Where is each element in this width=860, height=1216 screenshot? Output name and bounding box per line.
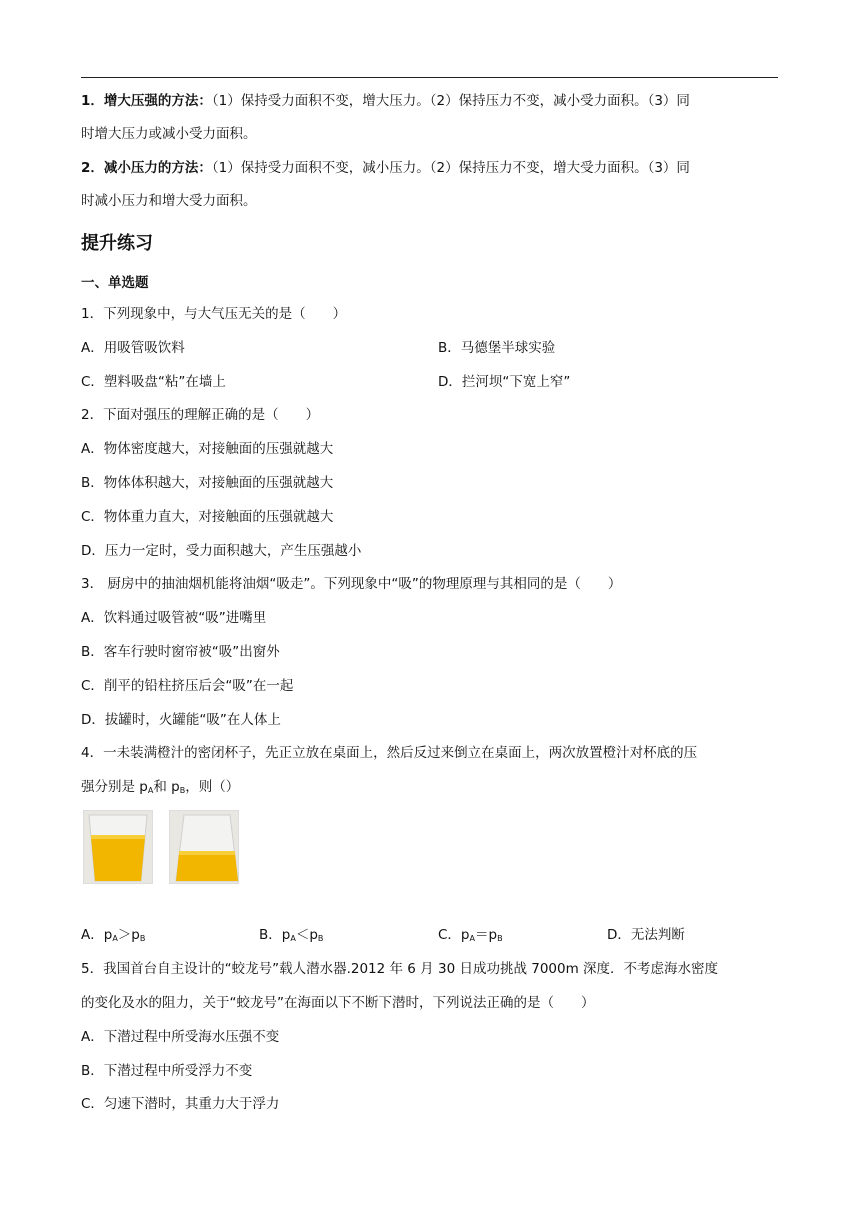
q5-stem-line2: 的变化及水的阻力，关于“蛟龙号”在海面以下不断下潜时，下列说法正确的是（ ） bbox=[81, 995, 595, 1011]
cup-upright-image bbox=[83, 810, 153, 884]
section-title: 提升练习 bbox=[81, 233, 153, 254]
q1-option-c: C．塑料吸盘“粘”在墙上 bbox=[81, 374, 226, 390]
q4-stem-line2: 强分别是 $p_A$和 $p_B$，则（） bbox=[81, 779, 240, 795]
q5-option-a: A．下潜过程中所受海水压强不变 bbox=[81, 1029, 280, 1045]
q4-option-a: A．$p_A>p_B$ bbox=[81, 927, 146, 943]
q2-option-d: D．压力一定时，受力面积越大，产生压强越小 bbox=[81, 543, 362, 559]
q4-option-d: D．无法判断 bbox=[607, 927, 685, 943]
q5-option-b: B．下潜过程中所受浮力不变 bbox=[81, 1063, 253, 1079]
q1-option-b: B．马德堡半球实验 bbox=[438, 340, 556, 356]
q3-option-b: B．客车行驶时窗帘被“吸”出窗外 bbox=[81, 644, 280, 660]
method-2-line1: 2．减小压力的方法：（1）保持受力面积不变，减小压力。（2）保持压力不变，增大受力面积。（3）同 bbox=[81, 160, 690, 176]
top-rule bbox=[81, 77, 778, 78]
q2-stem: 2．下面对强压的理解正确的是（ ） bbox=[81, 407, 320, 423]
q5-stem-line1: 5．我国首台自主设计的“蛟龙号”载人潜水器.2012 年 6 月 30 日成功挑战 7000m 深度．不考虑海水密度 bbox=[81, 961, 719, 977]
q5-option-c: C．匀速下潜时，其重力大于浮力 bbox=[81, 1096, 280, 1112]
q2-option-c: C．物体重力直大，对接触面的压强就越大 bbox=[81, 509, 334, 525]
q4-stem-line1: 4．一未装满橙汁的密闭杯子，先正立放在桌面上，然后反过来倒立在桌面上，两次放置橙汁对杯底的压 bbox=[81, 745, 698, 761]
q3-option-d: D．拔罐时，火罐能“吸”在人体上 bbox=[81, 712, 281, 728]
method-2-line2: 时减小压力和增大受力面积。 bbox=[81, 193, 257, 209]
q2-option-a: A．物体密度越大，对接触面的压强就越大 bbox=[81, 441, 334, 457]
q4-option-b: B．$p_A<p_B$ bbox=[259, 927, 324, 943]
q2-option-b: B．物体体积越大，对接触面的压强就越大 bbox=[81, 475, 334, 491]
subsection-title: 一、单选题 bbox=[81, 275, 149, 291]
q3-option-c: C．削平的铅柱挤压后会“吸”在一起 bbox=[81, 678, 294, 694]
q4-option-c: C．$p_A=p_B$ bbox=[438, 927, 503, 943]
q3-option-a: A．饮料通过吸管被“吸”进嘴里 bbox=[81, 610, 267, 626]
q1-option-d: D．拦河坝“下宽上窄” bbox=[438, 374, 571, 390]
method-1-line1: 1．增大压强的方法：（1）保持受力面积不变，增大压力。（2）保持压力不变，减小受力面积。（3）同 bbox=[81, 93, 690, 109]
q1-option-a: A．用吸管吸饮料 bbox=[81, 340, 185, 356]
q1-stem: 1．下列现象中，与大气压无关的是（ ） bbox=[81, 306, 347, 322]
q3-stem: 3． 厨房中的抽油烟机能将油烟“吸走”。下列现象中“吸”的物理原理与其相同的是（ ） bbox=[81, 576, 622, 592]
method-1-line2: 时增大压力或减小受力面积。 bbox=[81, 126, 257, 142]
cup-inverted-image bbox=[169, 810, 239, 884]
